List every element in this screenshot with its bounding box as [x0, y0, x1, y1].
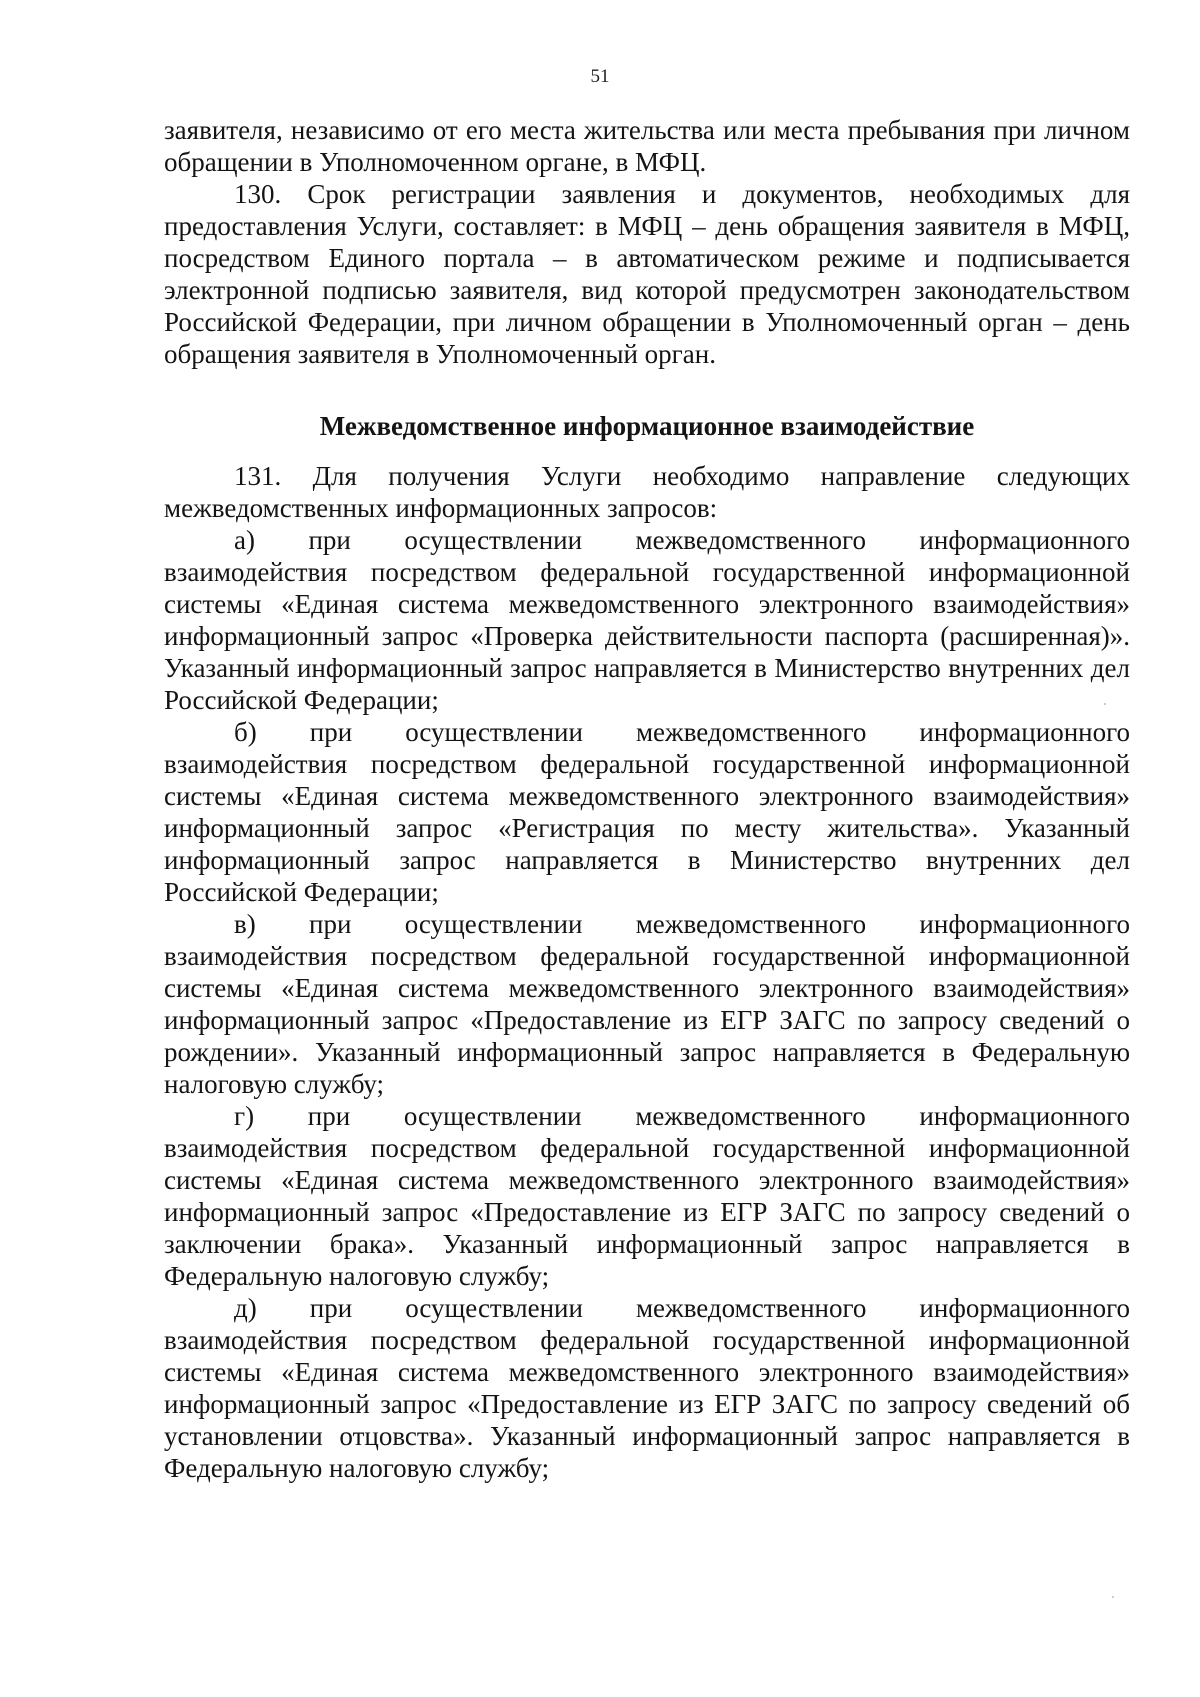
- list-item-a: а) при осуществлении межведомственного информационного взаимодействия посредством федеральной государственной информационной системы «Единая система межведомственного электронного взаимодействия» информационный запрос «Проверка действительности паспорта (расширенная)». Указанный информационный запрос направляется в Министерство внутренних дел Российской Федерации;: [164, 525, 1130, 715]
- section-heading: Межведомственное информационное взаимодействие: [319, 411, 975, 441]
- paragraph-131: 131. Для получения Услуги необходимо направление следующих межведомственных информационных запросов:: [164, 461, 1130, 523]
- list-item-v: в) при осуществлении межведомственного информационного взаимодействия посредством федеральной государственной информационной системы «Единая система межведомственного электронного взаимодействия» информационный запрос «Предоставление из ЕГР ЗАГС по запросу сведений о рождении». Указанный информационный запрос направляется в Федеральную налоговую службу;: [164, 909, 1130, 1099]
- scan-speck: [1104, 703, 1106, 705]
- paragraph-continuation: заявителя, независимо от его места жительства или места пребывания при личном обращении в Уполномоченном органе, в МФЦ.: [164, 115, 1130, 177]
- document-body: [164, 114, 1130, 1484]
- paragraph-130: 130. Срок регистрации заявления и документов, необходимых для предоставления Услуги, составляет: в МФЦ – день обращения заявителя в МФЦ, посредством Единого портала – в автоматическом режиме и подписывается электронной подписью заявителя, вид которой предусмотрен законодательством Российской Федерации, при личном обращении в Уполномоченный орган – день обращения заявителя в Уполномоченный орган.: [164, 179, 1130, 369]
- list-item-g: г) при осуществлении межведомственного информационного взаимодействия посредством федеральной государственной информационной системы «Единая система межведомственного электронного взаимодействия» информационный запрос «Предоставление из ЕГР ЗАГС по запросу сведений о заключении брака». Указанный информационный запрос направляется в Федеральную налоговую службу;: [164, 1101, 1130, 1291]
- page-number: 51: [590, 66, 610, 87]
- list-item-d: д) при осуществлении межведомственного информационного взаимодействия посредством федеральной государственной информационной системы «Единая система межведомственного электронного взаимодействия» информационный запрос «Предоставление из ЕГР ЗАГС по запросу сведений об установлении отцовства». Указанный информационный запрос направляется в Федеральную налоговую службу;: [164, 1293, 1130, 1483]
- scan-speck: [1112, 1596, 1114, 1598]
- list-item-b: б) при осуществлении межведомственного информационного взаимодействия посредством федеральной государственной информационной системы «Единая система межведомственного электронного взаимодействия» информационный запрос «Регистрация по месту жительства». Указанный информационный запрос направляется в Министерство внутренних дел Российской Федерации;: [164, 717, 1130, 907]
